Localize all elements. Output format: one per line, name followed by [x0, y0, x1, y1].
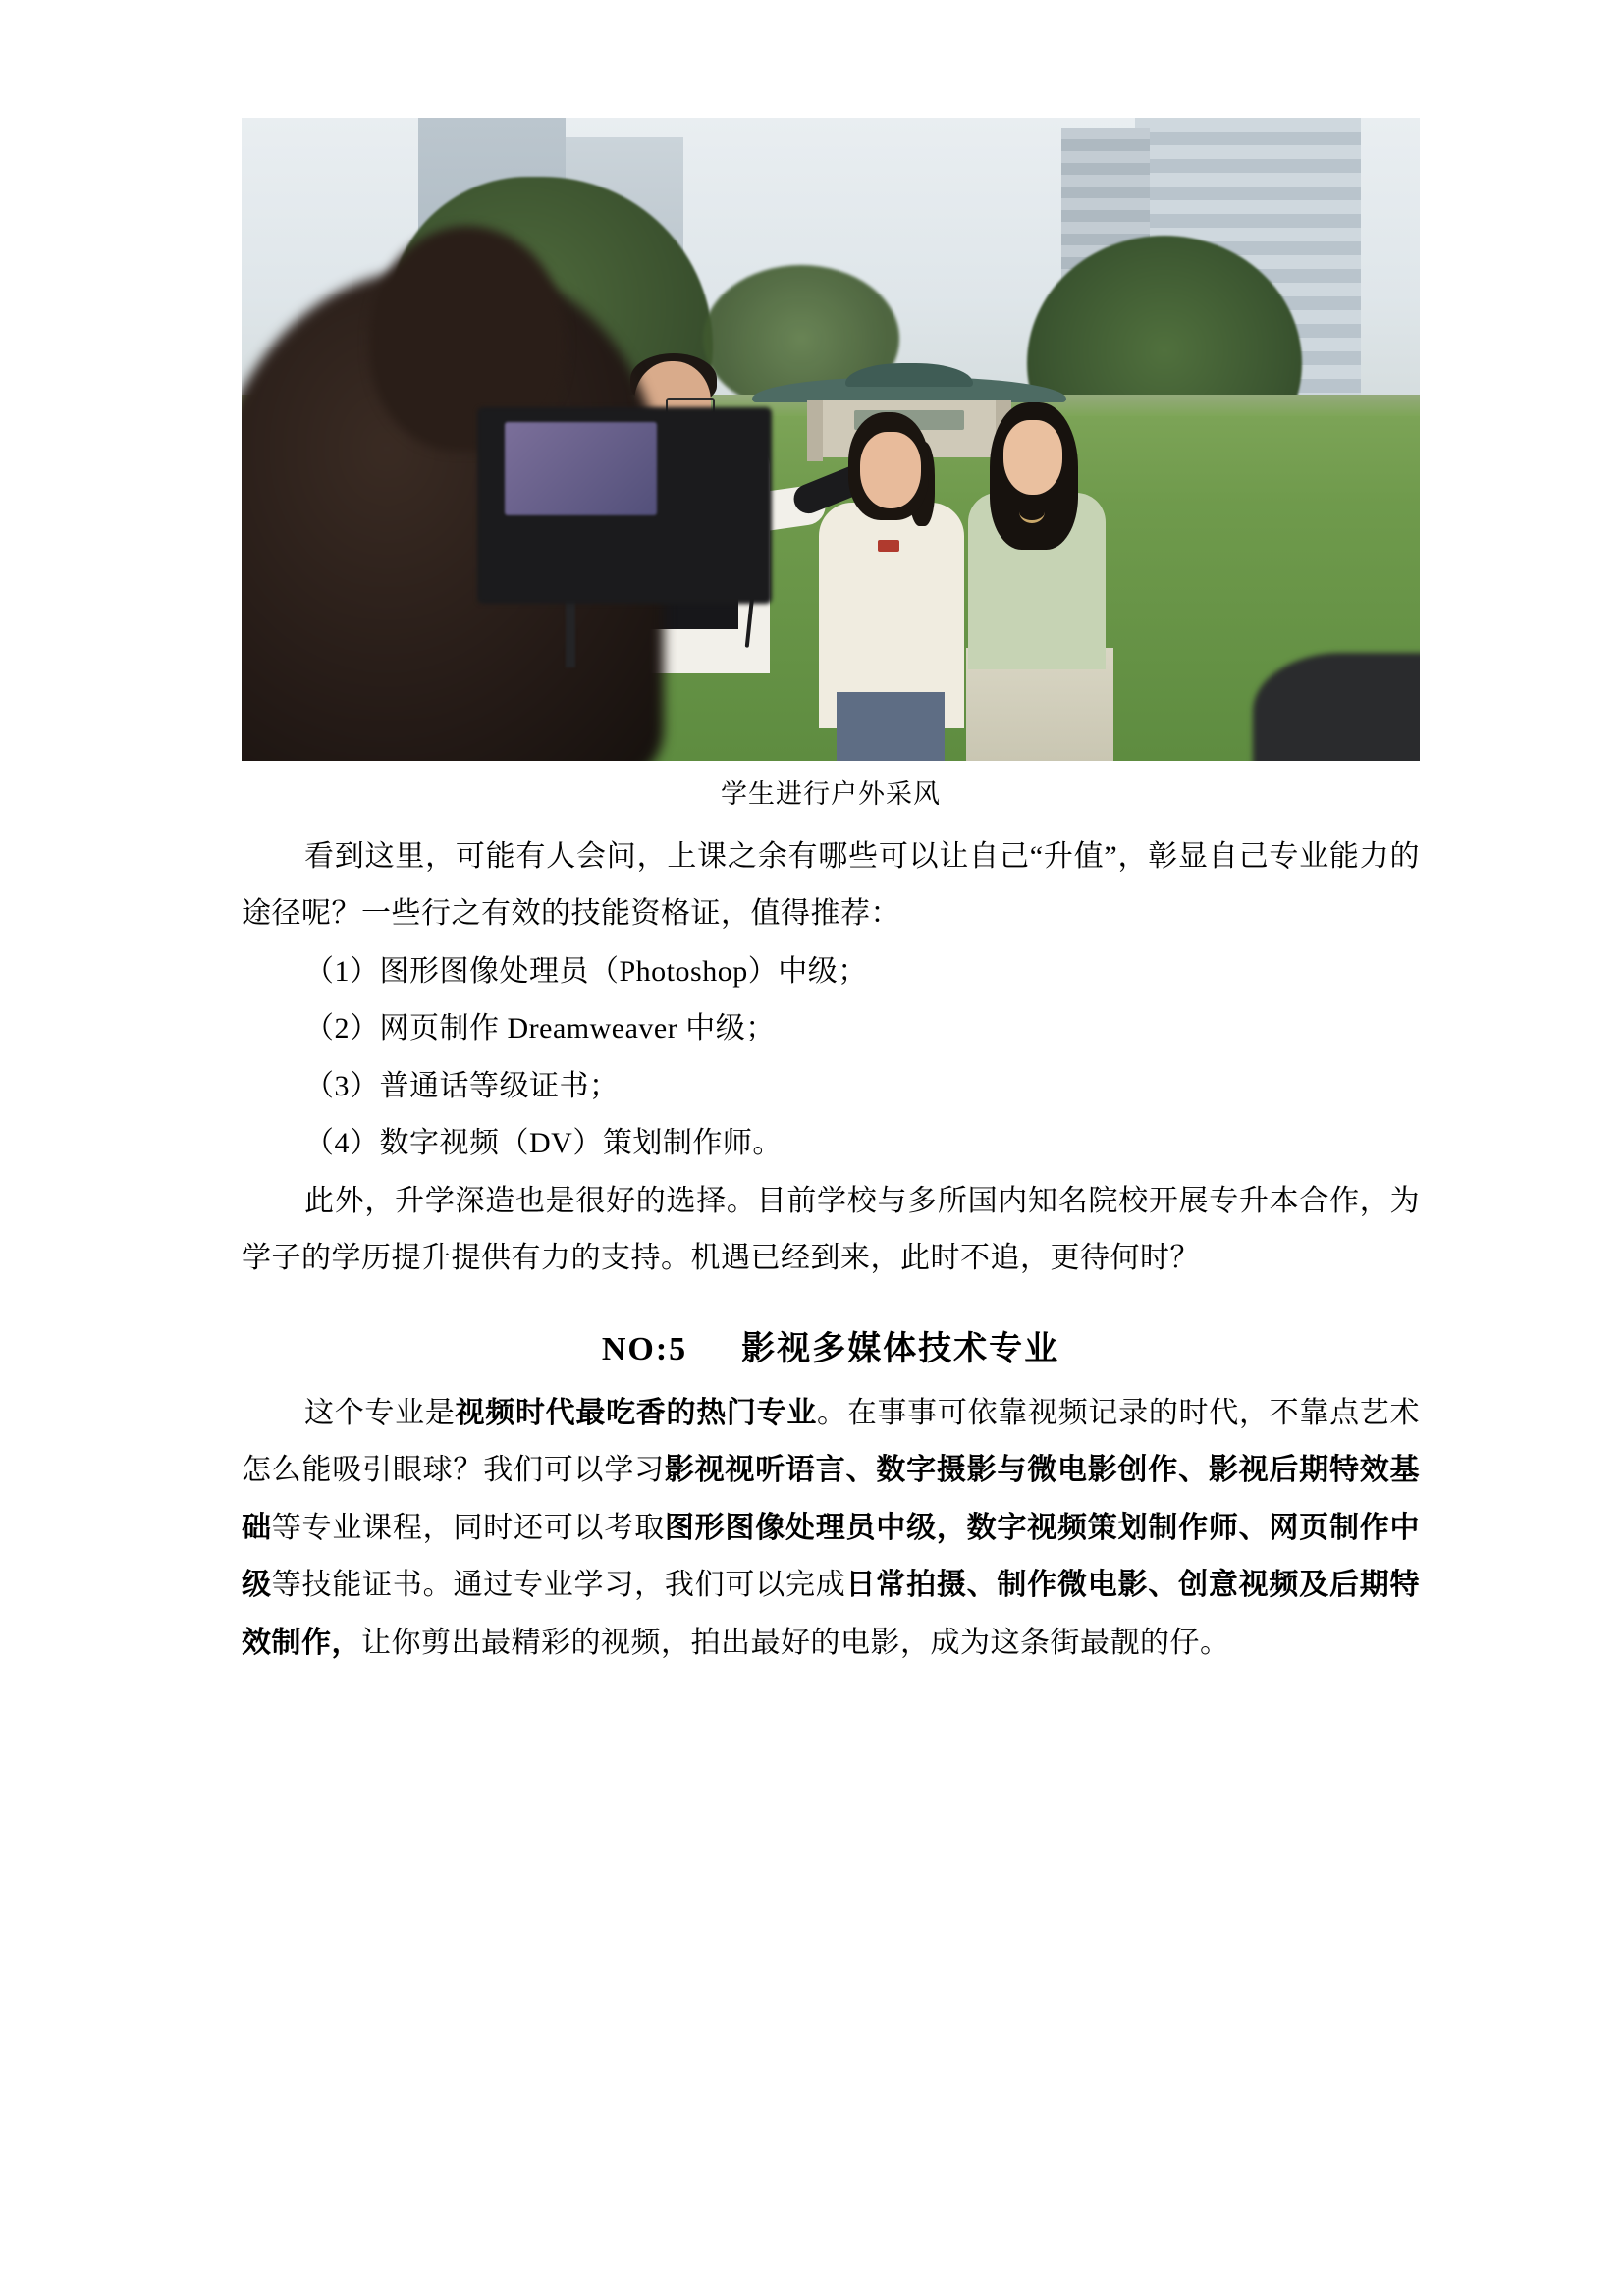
photo-students-outdoor-shooting: [242, 118, 1420, 761]
section-bold-2: 影视视听语言、数字摄影与微电影创作、影视后期特效基础: [242, 1454, 1421, 1544]
section-bold-4: 日常拍摄、制作微电影、创意视频及后期特效制作，: [242, 1569, 1421, 1659]
section-heading: [242, 1321, 1420, 1369]
photo-gate-roof-top: [845, 363, 973, 387]
photo-gate-pillar-left: [807, 400, 823, 461]
list-item: （2）网页制作 Dreamweaver 中级；: [304, 1012, 776, 1044]
photo-student-two-necklace: [1019, 501, 1045, 523]
section-seg-4: 等技能证书。通过专业学习，我们可以完成: [271, 1569, 846, 1601]
section-bold-1: 视频时代最吃香的热门专业: [455, 1396, 818, 1429]
paragraph-further-study: 此外，升学深造也是很好的选择。目前学校与多所国内知名院校开展专升本合作，为学子的学历提升提供有力的支持。机遇已经到来，此时不追，更待何时？: [242, 1184, 1420, 1274]
photo-foreground-object-right: [1253, 653, 1420, 761]
photo-student-one-logo: [878, 540, 899, 552]
photo-camera-monitor: [505, 422, 657, 515]
photo-student-one-jeans: [837, 692, 945, 761]
section-seg-3: 等专业课程，同时还可以考取: [271, 1511, 665, 1544]
photo-student-one-face: [860, 432, 921, 508]
section-seg-1: 这个专业是: [304, 1396, 456, 1429]
figure-block: [242, 118, 1420, 815]
list-item: （4）数字视频（DV）策划制作师。: [304, 1127, 783, 1159]
list-item: （1）图形图像处理员（Photoshop）中级；: [304, 954, 868, 988]
photo-student-two-face: [1003, 420, 1062, 495]
figure-caption: 学生进行户外采风: [721, 779, 941, 809]
section-number: NO:5: [601, 1330, 688, 1367]
page-content: [242, 118, 1420, 1672]
list-item: （3）普通话等级证书；: [304, 1069, 620, 1102]
paragraph-intro: 看到这里，可能有人会问，上课之余有哪些可以让自己“升值”，彰显自己专业能力的途径呢？一些行之有效的技能资格证，值得推荐：: [242, 839, 1420, 930]
section-bold-3: 图形图像处理员中级，数字视频策划制作师、网页制作中级: [242, 1511, 1421, 1601]
section-seg-2: 。在事事可依靠视频记录的时代，不靠点艺术怎么能吸引眼球？我们可以学习: [242, 1396, 1421, 1486]
section-title-text: 影视多媒体技术专业: [741, 1330, 1060, 1367]
section-seg-5: 让你剪出最精彩的视频，拍出最好的电影，成为这条街最靓的仔。: [361, 1626, 1230, 1659]
paragraph-section-body: [242, 1385, 1420, 1673]
